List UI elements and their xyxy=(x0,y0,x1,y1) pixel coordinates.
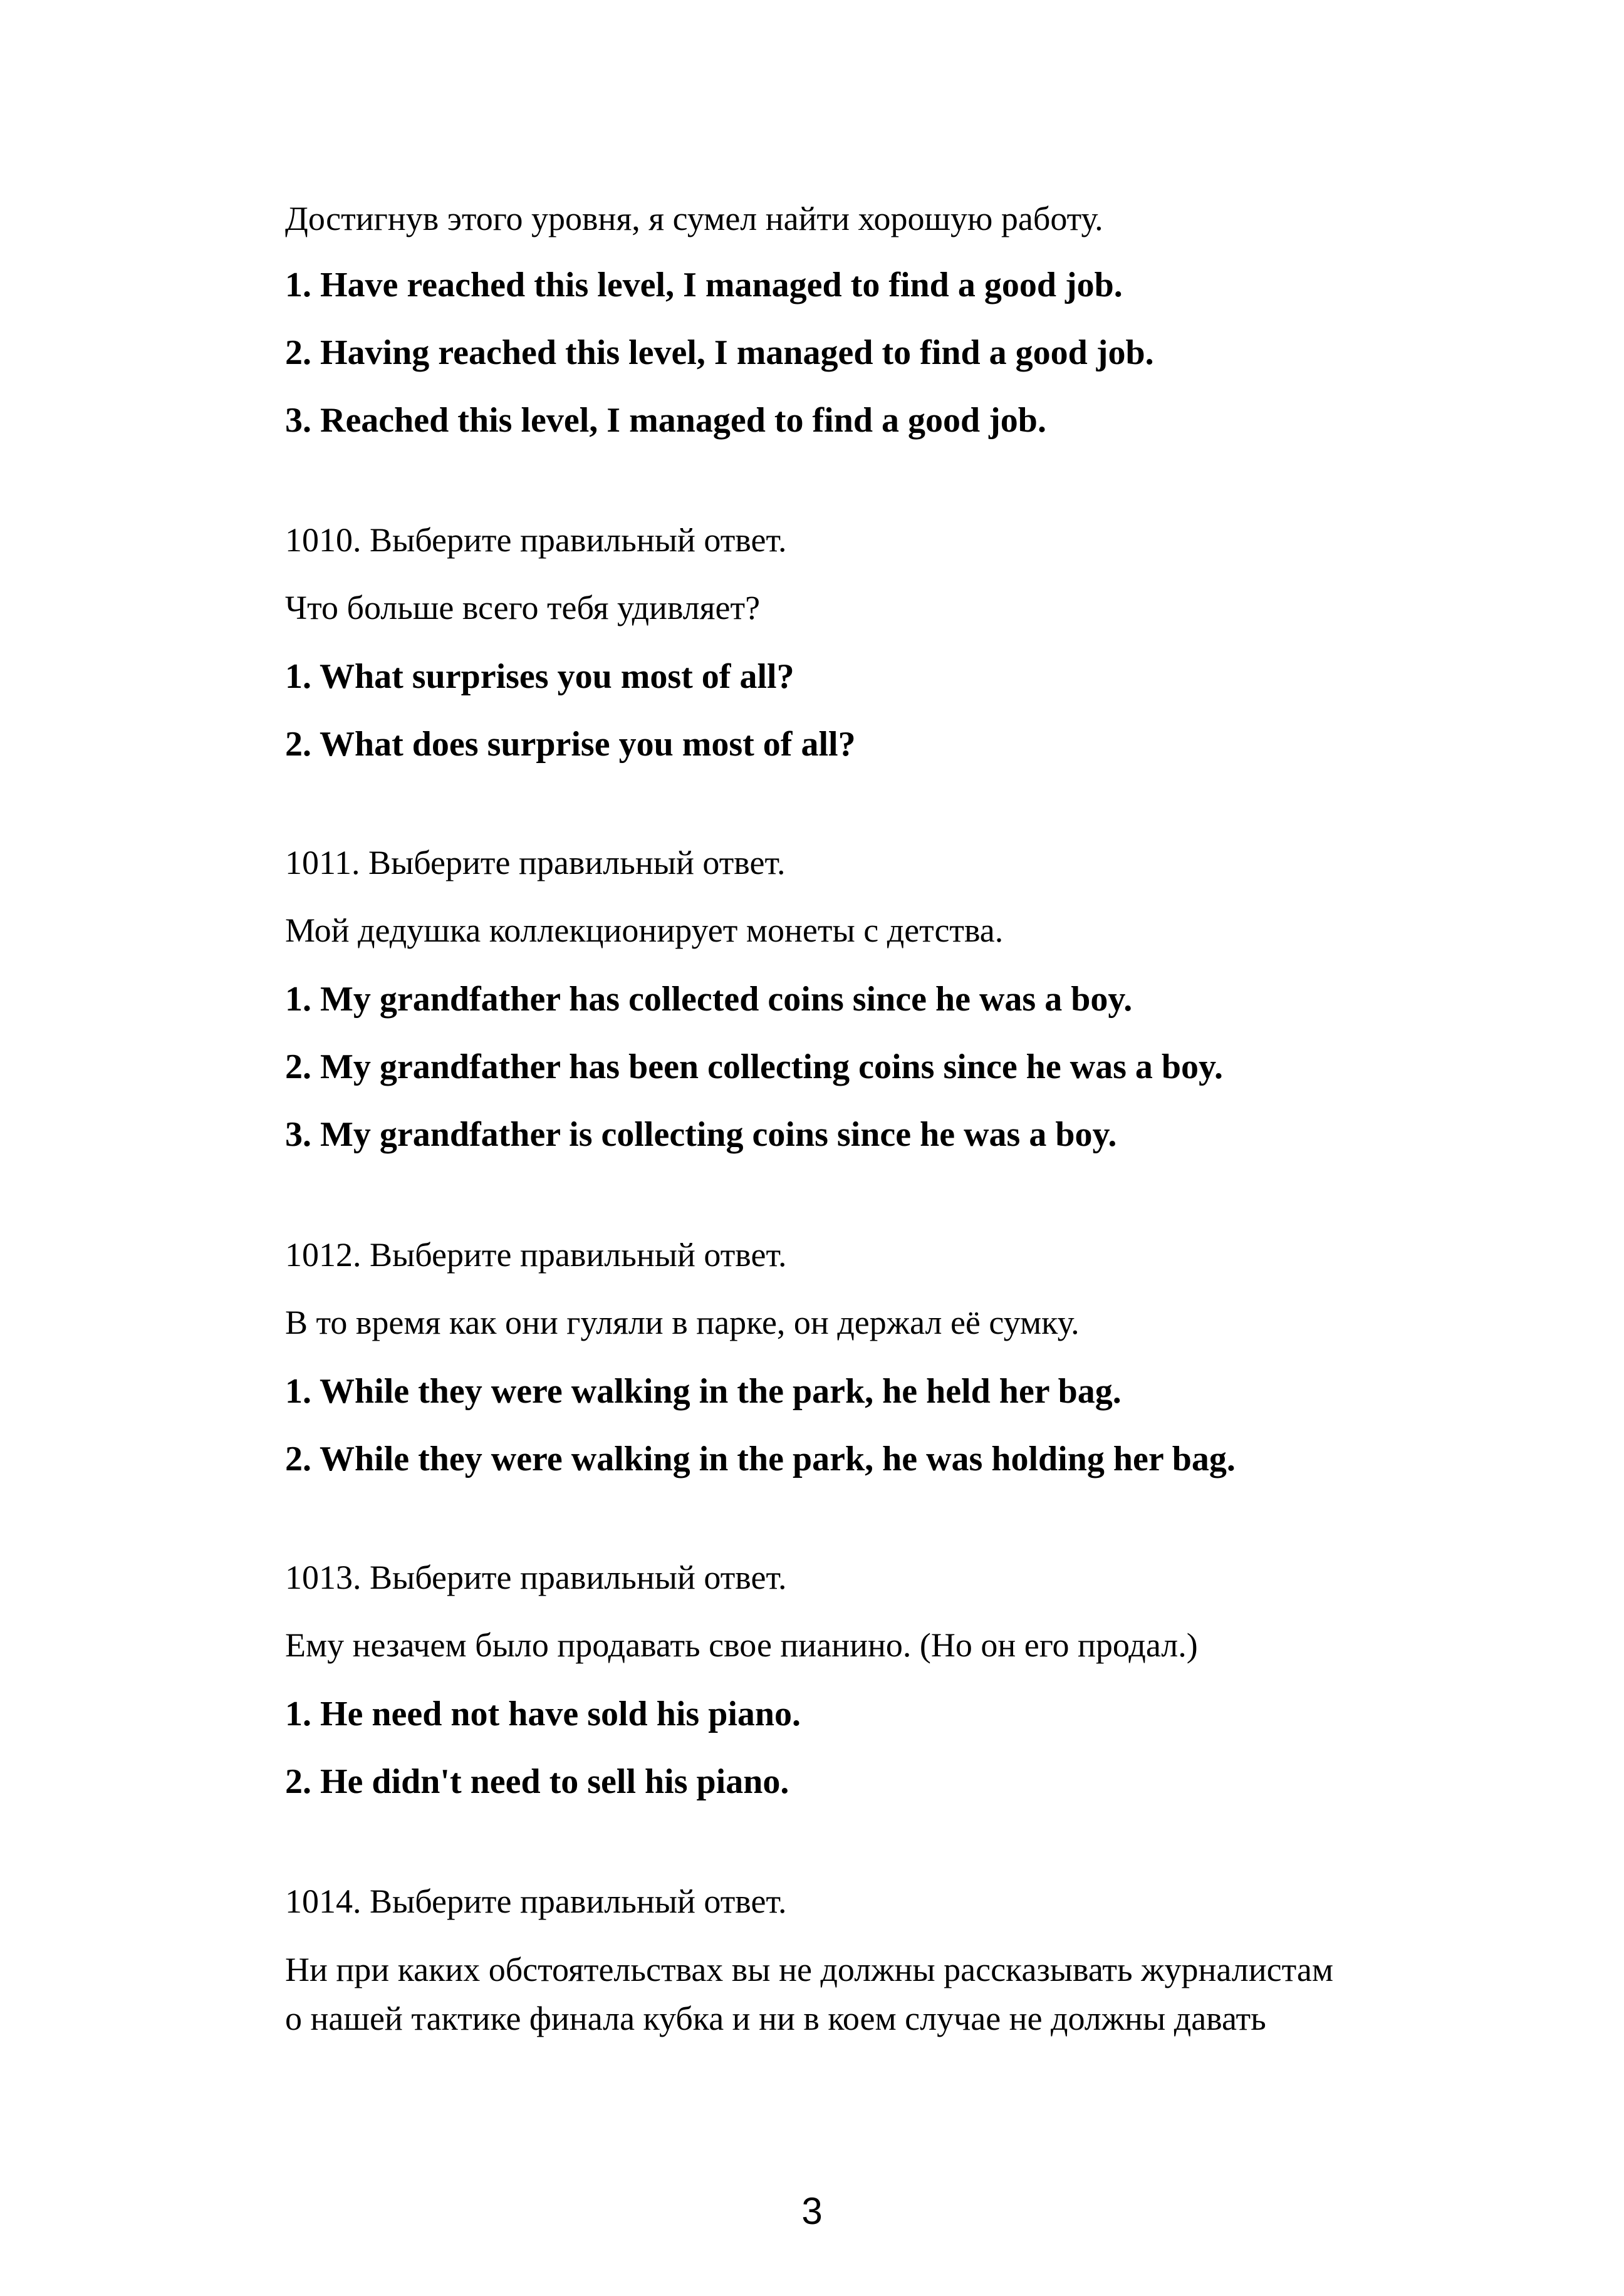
exercise-1014-question-line-1: Ни при каких обстоятельствах вы не должны рассказывать журналистам xyxy=(285,1951,1333,1988)
page-number: 3 xyxy=(801,2190,823,2232)
exercise-1011-option-3: 3. My grandfather is collecting coins since he was a boy. xyxy=(285,1115,1117,1154)
exercise-1011-header: 1011. Выберите правильный ответ. xyxy=(285,844,786,881)
intro-option-1: 1. Have reached this level, I managed to find a good job. xyxy=(285,266,1123,304)
intro-option-2: 2. Having reached this level, I managed to find a good job. xyxy=(285,333,1154,372)
exercise-1012-header: 1012. Выберите правильный ответ. xyxy=(285,1236,787,1274)
exercise-1014-header: 1014. Выберите правильный ответ. xyxy=(285,1883,787,1920)
exercise-1010-option-1: 1. What surprises you most of all? xyxy=(285,657,794,696)
intro-option-3: 3. Reached this level, I managed to find a good job. xyxy=(285,401,1046,440)
exercise-1010-option-2: 2. What does surprise you most of all? xyxy=(285,725,856,764)
exercise-1012-question: В то время как они гуляли в парке, он держал её сумку. xyxy=(285,1304,1080,1341)
exercise-1011-option-2: 2. My grandfather has been collecting coins since he was a boy. xyxy=(285,1047,1223,1086)
exercise-1013-option-2: 2. He didn't need to sell his piano. xyxy=(285,1762,789,1801)
exercise-1011-question: Мой дедушка коллекционирует монеты с детства. xyxy=(285,912,1004,949)
exercise-1011-option-1: 1. My grandfather has collected coins since he was a boy. xyxy=(285,980,1133,1019)
exercise-1013-header: 1013. Выберите правильный ответ. xyxy=(285,1559,787,1596)
exercise-1014-question-line-2: о нашей тактике финала кубка и ни в коем случае не должны давать xyxy=(285,2000,1266,2037)
exercise-1013-option-1: 1. He need not have sold his piano. xyxy=(285,1695,801,1733)
exercise-1013-question: Ему незачем было продавать свое пианино. (Но он его продал.) xyxy=(285,1626,1198,1664)
exercise-1012-option-1: 1. While they were walking in the park, he held her bag. xyxy=(285,1372,1122,1411)
document-page xyxy=(285,0,1476,2296)
exercise-1010-question: Что больше всего тебя удивляет? xyxy=(285,589,761,626)
exercise-1010-header: 1010. Выберите правильный ответ. xyxy=(285,521,787,559)
exercise-1012-option-2: 2. While they were walking in the park, he was holding her bag. xyxy=(285,1440,1236,1478)
intro-question: Достигнув этого уровня, я сумел найти хорошую работу. xyxy=(285,200,1103,237)
